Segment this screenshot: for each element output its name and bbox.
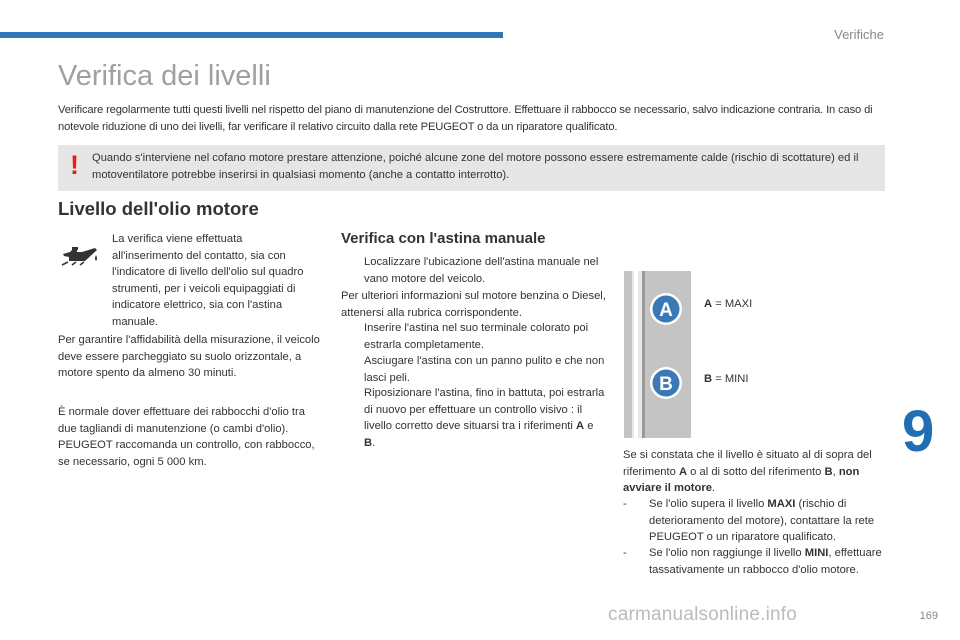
result-item-maxi: - Se l'olio supera il livello MAXI (rischio di deterioramento del motore), contattare la rete PEUGEOT o un riparatore qualificato. xyxy=(623,498,875,543)
step-text: Riposizionare l'astina, fino in battuta, poi estrarla di nuovo per effettuare un controllo visivo : il livello corretto deve situarsi tra i riferimenti A e B. xyxy=(364,387,605,449)
page-title: Verifica dei livelli xyxy=(58,60,271,92)
oil-paragraph-3: È normale dover effettuare dei rabbocchi d'olio tra due tagliandi di manutenzione (o cambi d'olio). PEUGEOT raccomanda un controllo, con rabbocco, se necessario, ogni 5 000 km. xyxy=(58,406,315,468)
intro-paragraph: Verificare regolarmente tutti questi livelli nel rispetto del piano di manutenzione del Costruttore. Effettuare il rabbocco se necessario, salvo indicazione contraria. In caso di notevole riduzione di uno dei livelli, far verificare il relativo circuito dalla rete PEUGEOT o da un riparatore qualificato. xyxy=(58,104,873,133)
result-paragraph: Se si constata che il livello è situato al di sopra del riferimento A o al di sotto del riferimento B, non avviare il motore. xyxy=(623,449,872,494)
oil-level-heading: Livello dell'olio motore xyxy=(58,198,259,219)
svg-text:B: B xyxy=(659,374,673,395)
dipstick-heading: Verifica con l'astina manuale xyxy=(341,230,546,247)
step-wipe xyxy=(341,353,606,386)
page-number: 169 xyxy=(919,610,938,622)
marker-a-icon xyxy=(650,293,682,325)
oil-can-icon xyxy=(60,245,100,271)
step-text: Localizzare l'ubicazione dell'astina manuale nel vano motore del veicolo. xyxy=(364,256,599,285)
step-text: Inserire l'astina nel suo terminale colorato poi estrarla completamente. xyxy=(364,322,589,351)
step-reinsert xyxy=(341,385,606,451)
step-insert xyxy=(341,320,606,353)
step-text: Asciugare l'astina con un panno pulito e che non lasci peli. xyxy=(364,355,605,384)
warning-icon: ! xyxy=(70,150,79,180)
label-mini: B = MINI xyxy=(704,373,749,385)
oil-paragraph-1: La verifica viene effettuata all'inserimento del contatto, sia con l'indicatore di livello dell'olio sul quadro strumenti, per i veicoli equipaggiati di indicatore elettrico, sia con l'astina manuale. xyxy=(112,233,304,328)
result-item-mini: - Se l'olio non raggiunge il livello MINI, effettuare tassativamente un rabbocco d'olio motore. xyxy=(623,547,882,576)
marker-b-icon xyxy=(650,367,682,399)
dipstick-illustration xyxy=(624,271,691,438)
warning-text: Quando s'interviene nel cofano motore prestare attenzione, poiché alcune zone del motore possono essere estremamente calde (rischio di scottature) ed il motoventilatore potrebbe inserirsi in qualsiasi momento (anche a contatto interrotto). xyxy=(92,152,859,181)
svg-text:A: A xyxy=(659,300,673,321)
section-name: Verifiche xyxy=(834,27,884,42)
oil-paragraph-2: Per garantire l'affidabilità della misurazione, il veicolo deve essere parcheggiato su suolo orizzontale, a motore spento da almeno 30 minuti. xyxy=(58,334,320,379)
chapter-number: 9 xyxy=(902,399,935,464)
watermark: carmanualsonline.info xyxy=(608,604,798,625)
dipstick-info: Per ulteriori informazioni sul motore benzina o Diesel, attenersi alla rubrica corrispondente. xyxy=(341,290,606,319)
label-maxi: A = MAXI xyxy=(704,298,753,310)
header-rule xyxy=(0,32,503,38)
step-locate xyxy=(341,254,606,287)
